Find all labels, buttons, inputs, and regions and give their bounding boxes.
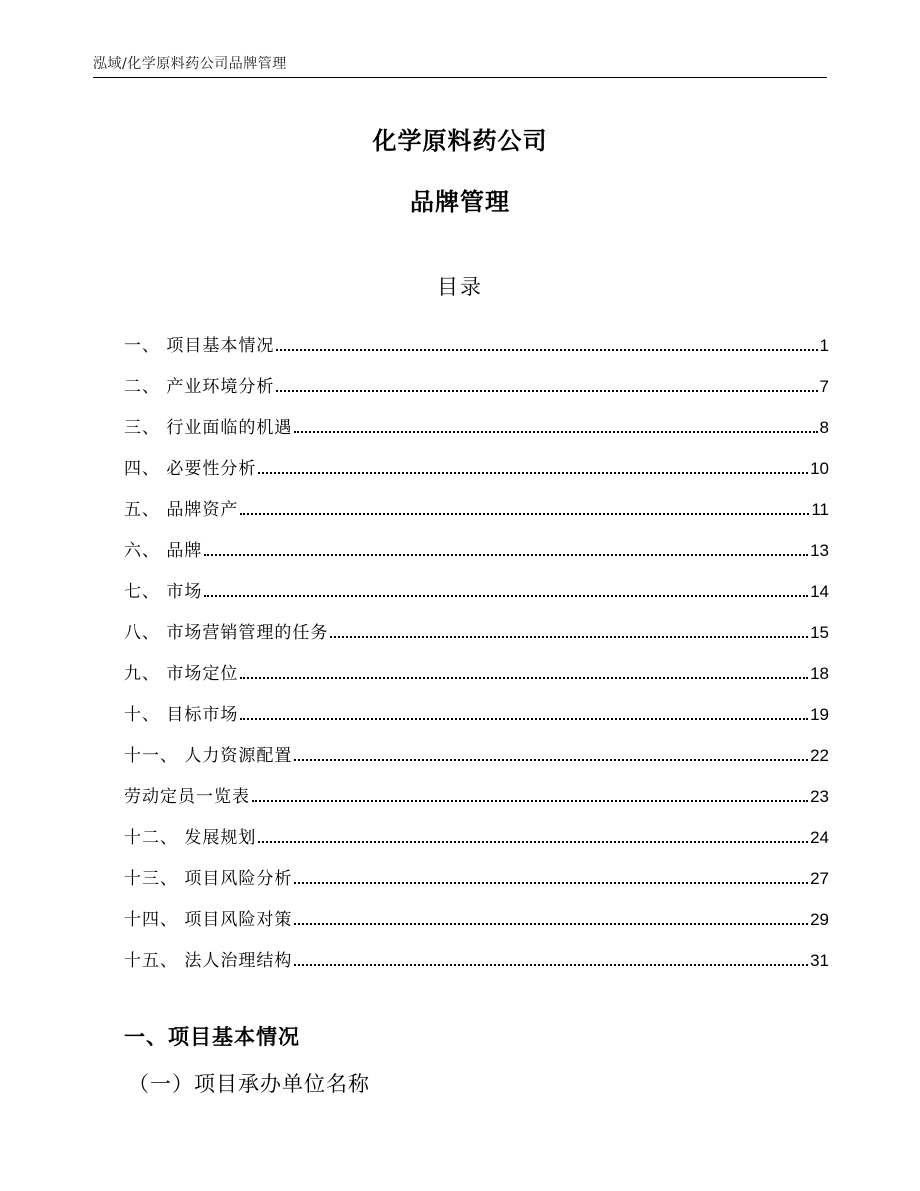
table-of-contents xyxy=(124,321,829,977)
header-divider xyxy=(93,77,827,78)
toc-entry-label: 劳动定员一览表 xyxy=(124,787,250,807)
toc-entry-page: 1 xyxy=(819,336,829,355)
toc-entry-page: 23 xyxy=(810,787,829,806)
section-heading: 一、项目基本情况 xyxy=(124,1025,300,1049)
toc-entry-label: 十五、 法人治理结构 xyxy=(124,951,293,971)
toc-entry-page: 29 xyxy=(810,910,829,929)
toc-entry[interactable] xyxy=(124,772,829,813)
toc-entry-label: 十三、 项目风险分析 xyxy=(124,869,293,889)
toc-entry-label: 十二、 发展规划 xyxy=(124,828,257,848)
toc-dot-leader xyxy=(258,472,808,474)
toc-entry-page: 18 xyxy=(810,664,829,683)
toc-entry-label: 十、 目标市场 xyxy=(124,705,239,725)
toc-entry[interactable] xyxy=(124,526,829,567)
toc-entry[interactable] xyxy=(124,649,829,690)
toc-entry-label: 八、 市场营销管理的任务 xyxy=(124,623,329,643)
toc-entry-label: 四、 必要性分析 xyxy=(124,459,257,479)
toc-entry[interactable] xyxy=(124,731,829,772)
toc-dot-leader xyxy=(294,923,808,925)
toc-entry-page: 22 xyxy=(810,746,829,765)
toc-dot-leader xyxy=(204,554,808,556)
toc-entry-label: 三、 行业面临的机遇 xyxy=(124,418,293,438)
toc-dot-leader xyxy=(240,677,808,679)
toc-entry-label: 六、 品牌 xyxy=(124,541,203,561)
toc-entry-label: 十一、 人力资源配置 xyxy=(124,746,293,766)
toc-dot-leader xyxy=(240,718,808,720)
toc-entry-page: 13 xyxy=(810,541,829,560)
toc-entry-label: 七、 市场 xyxy=(124,582,203,602)
toc-entry[interactable] xyxy=(124,321,829,362)
toc-entry-page: 8 xyxy=(819,418,829,437)
toc-entry-page: 15 xyxy=(810,623,829,642)
toc-entry-page: 10 xyxy=(810,459,829,478)
toc-dot-leader xyxy=(294,964,808,966)
toc-entry-label: 一、 项目基本情况 xyxy=(124,336,275,356)
toc-entry-label: 五、 品牌资产 xyxy=(124,500,239,520)
toc-entry[interactable] xyxy=(124,485,829,526)
toc-entry[interactable] xyxy=(124,936,829,977)
toc-entry[interactable] xyxy=(124,403,829,444)
toc-entry[interactable] xyxy=(124,444,829,485)
document-title: 化学原料药公司 xyxy=(372,127,548,155)
toc-entry-page: 24 xyxy=(810,828,829,847)
toc-entry[interactable] xyxy=(124,813,829,854)
toc-entry[interactable] xyxy=(124,854,829,895)
toc-entry[interactable] xyxy=(124,690,829,731)
toc-dot-leader xyxy=(240,513,809,515)
toc-dot-leader xyxy=(258,841,808,843)
document-subtitle: 品牌管理 xyxy=(410,188,510,216)
toc-entry[interactable] xyxy=(124,362,829,403)
toc-dot-leader xyxy=(294,759,808,761)
toc-dot-leader xyxy=(276,349,817,351)
toc-entry-label: 二、 产业环境分析 xyxy=(124,377,275,397)
toc-entry-page: 11 xyxy=(811,500,829,519)
toc-entry-page: 31 xyxy=(810,951,829,970)
running-header: 泓域/化学原料药公司品牌管理 xyxy=(93,56,287,72)
toc-dot-leader xyxy=(330,636,808,638)
toc-entry[interactable] xyxy=(124,608,829,649)
toc-entry-page: 14 xyxy=(810,582,829,601)
toc-entry[interactable] xyxy=(124,895,829,936)
toc-dot-leader xyxy=(204,595,808,597)
toc-dot-leader xyxy=(276,390,817,392)
toc-title: 目录 xyxy=(437,275,483,299)
subsection-heading: （一）项目承办单位名称 xyxy=(128,1072,370,1096)
toc-dot-leader xyxy=(294,431,817,433)
toc-entry-page: 7 xyxy=(819,377,829,396)
toc-dot-leader xyxy=(252,800,808,802)
toc-dot-leader xyxy=(294,882,808,884)
toc-entry[interactable] xyxy=(124,567,829,608)
toc-entry-page: 19 xyxy=(810,705,829,724)
toc-entry-label: 十四、 项目风险对策 xyxy=(124,910,293,930)
toc-entry-page: 27 xyxy=(810,869,829,888)
toc-entry-label: 九、 市场定位 xyxy=(124,664,239,684)
